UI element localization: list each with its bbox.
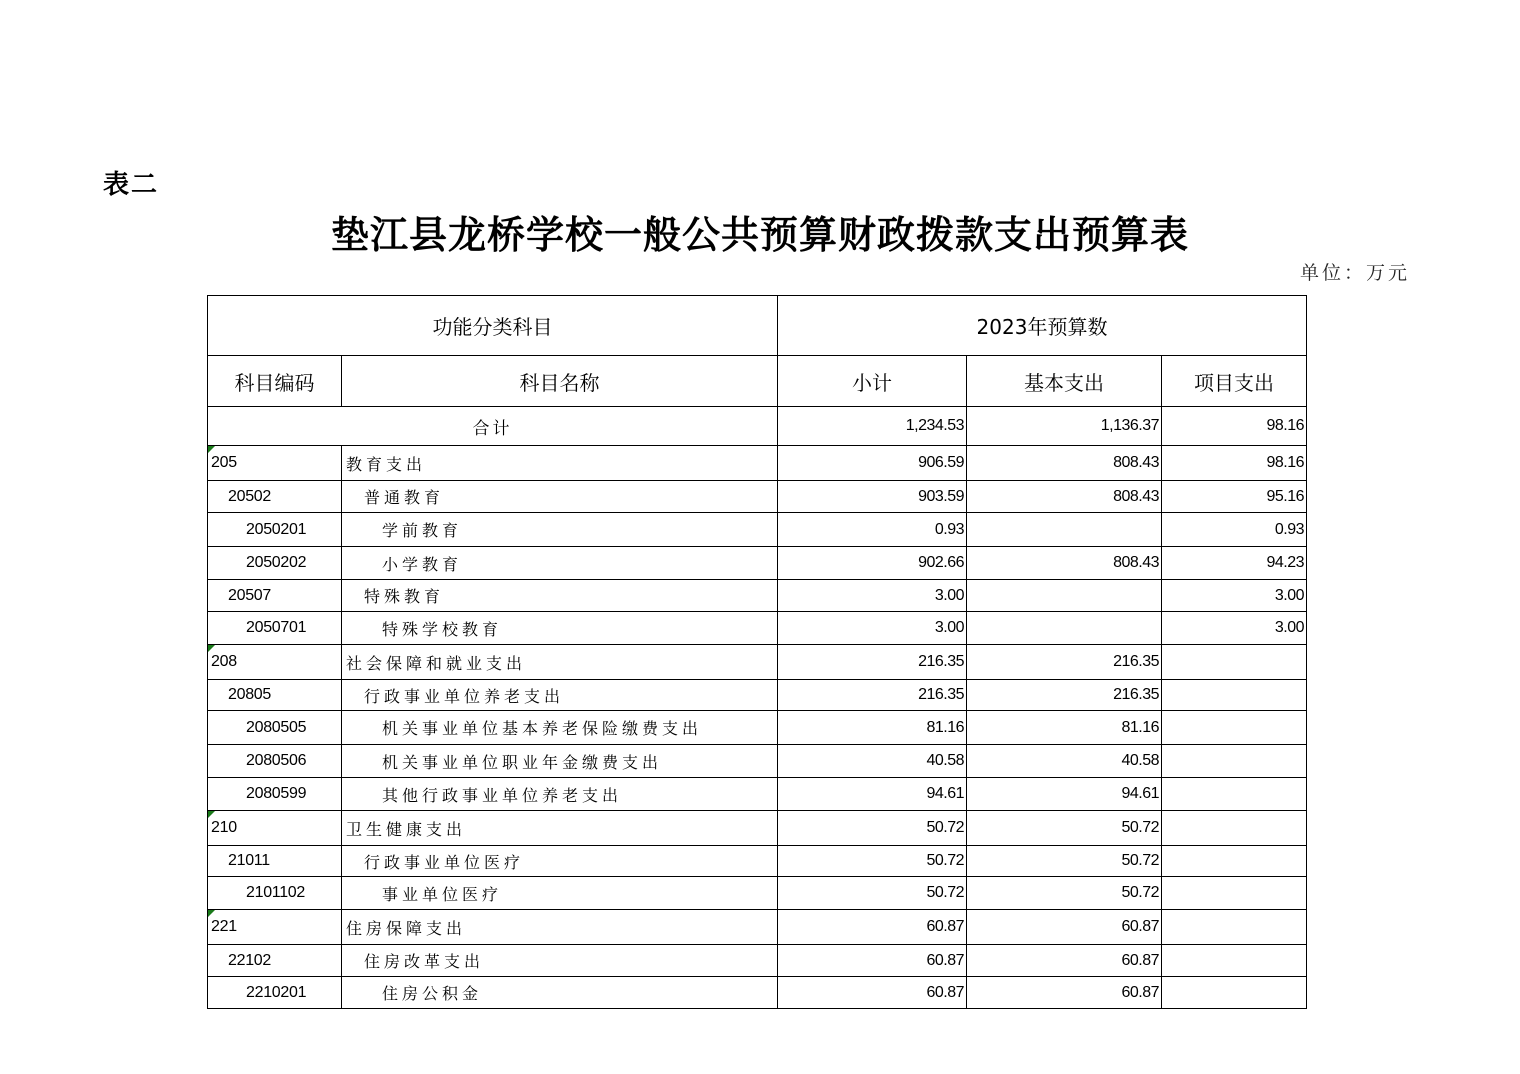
row-basic-text: 50.72 xyxy=(1121,852,1159,869)
row-project xyxy=(1162,446,1307,481)
row-code xyxy=(208,446,342,481)
table-row xyxy=(208,811,1307,846)
table-row xyxy=(208,745,1307,778)
row-name-text: 事业单位医疗 xyxy=(382,884,503,904)
cell-marker-icon xyxy=(208,811,215,818)
cell-marker-icon xyxy=(208,910,215,917)
cell-marker-icon xyxy=(208,645,215,652)
row-basic xyxy=(967,580,1162,612)
row-subtotal xyxy=(778,711,967,745)
row-code xyxy=(208,846,342,877)
table-row xyxy=(208,547,1307,580)
row-code-text: 2080599 xyxy=(246,785,307,802)
header-functional-category: 功能分类科目 xyxy=(208,296,778,356)
row-project xyxy=(1162,877,1307,910)
row-subtotal-text: 50.72 xyxy=(926,819,964,836)
row-subtotal xyxy=(778,513,967,547)
row-subtotal-text: 902.66 xyxy=(918,554,964,571)
row-basic xyxy=(967,446,1162,481)
row-project xyxy=(1162,547,1307,580)
row-basic-text: 60.87 xyxy=(1121,983,1159,1001)
row-name xyxy=(342,977,778,1009)
row-basic xyxy=(967,612,1162,645)
row-subtotal-text: 903.59 xyxy=(918,487,964,505)
row-subtotal-text: 60.87 xyxy=(926,983,964,1001)
row-name xyxy=(342,680,778,711)
row-basic-text: 808.43 xyxy=(1113,554,1159,571)
table-row xyxy=(208,977,1307,1009)
row-code-text: 221 xyxy=(211,918,237,935)
row-subtotal xyxy=(778,580,967,612)
table-label: 表二 xyxy=(103,170,160,200)
row-basic-text: 216.35 xyxy=(1113,653,1159,670)
row-basic-text: 808.43 xyxy=(1113,454,1159,471)
row-code-text: 205 xyxy=(211,454,237,471)
row-name xyxy=(342,645,778,680)
header-name: 科目名称 xyxy=(342,356,778,407)
row-basic xyxy=(967,910,1162,945)
header-project: 项目支出 xyxy=(1162,356,1307,407)
row-code xyxy=(208,680,342,711)
row-basic xyxy=(967,977,1162,1009)
row-basic xyxy=(967,846,1162,877)
row-name xyxy=(342,580,778,612)
row-basic-text: 808.43 xyxy=(1113,487,1159,505)
row-name xyxy=(342,745,778,778)
row-subtotal-text: 0.93 xyxy=(934,520,964,538)
row-basic-text: 40.58 xyxy=(1121,752,1159,769)
row-name-text: 机关事业单位基本养老保险缴费支出 xyxy=(382,719,703,738)
row-basic xyxy=(967,547,1162,580)
total-subtotal: 1,234.53 xyxy=(778,407,967,446)
row-subtotal-text: 50.72 xyxy=(926,852,964,869)
table-row xyxy=(208,513,1307,547)
row-code xyxy=(208,745,342,778)
row-name xyxy=(342,612,778,645)
row-code xyxy=(208,513,342,547)
row-code-text: 2210201 xyxy=(246,983,307,1001)
row-name-text: 特殊学校教育 xyxy=(382,619,503,639)
row-name-text: 其他行政事业单位养老支出 xyxy=(382,785,623,805)
row-code xyxy=(208,910,342,945)
row-project xyxy=(1162,778,1307,811)
row-basic xyxy=(967,745,1162,778)
row-name xyxy=(342,877,778,910)
row-subtotal-text: 94.61 xyxy=(926,785,964,802)
row-code xyxy=(208,481,342,513)
row-name-text: 行政事业单位医疗 xyxy=(364,852,525,872)
table-row xyxy=(208,711,1307,745)
unit-label: 单位：万元 xyxy=(1299,262,1410,284)
header-budget-year: 2023年预算数 xyxy=(778,296,1307,356)
row-name xyxy=(342,711,778,745)
table-row xyxy=(208,680,1307,711)
row-code xyxy=(208,645,342,680)
row-subtotal xyxy=(778,945,967,977)
row-subtotal-text: 50.72 xyxy=(926,884,964,901)
row-subtotal xyxy=(778,612,967,645)
row-basic xyxy=(967,680,1162,711)
row-subtotal-text: 60.87 xyxy=(926,951,964,969)
row-name-text: 机关事业单位职业年金缴费支出 xyxy=(382,752,663,772)
row-name-text: 行政事业单位养老支出 xyxy=(364,686,565,706)
row-name xyxy=(342,513,778,547)
row-subtotal-text: 906.59 xyxy=(918,454,964,471)
row-name-text: 小学教育 xyxy=(382,554,463,574)
row-subtotal xyxy=(778,910,967,945)
row-subtotal-text: 3.00 xyxy=(934,619,964,636)
row-name xyxy=(342,778,778,811)
row-subtotal xyxy=(778,481,967,513)
row-subtotal xyxy=(778,877,967,910)
row-code xyxy=(208,877,342,910)
row-name-text: 住房改革支出 xyxy=(364,952,485,971)
row-subtotal xyxy=(778,547,967,580)
row-basic xyxy=(967,945,1162,977)
row-code xyxy=(208,580,342,612)
table-row xyxy=(208,645,1307,680)
row-subtotal xyxy=(778,977,967,1009)
row-code-text: 20502 xyxy=(228,487,271,505)
row-subtotal xyxy=(778,680,967,711)
row-name-text: 社会保障和就业支出 xyxy=(346,653,527,673)
row-basic-text: 60.87 xyxy=(1121,951,1159,969)
row-code-text: 2050201 xyxy=(246,520,307,538)
row-project xyxy=(1162,711,1307,745)
row-project-text: 95.16 xyxy=(1266,487,1304,505)
header-code: 科目编码 xyxy=(208,356,342,407)
row-basic-text: 50.72 xyxy=(1121,884,1159,901)
table-row xyxy=(208,446,1307,481)
row-name xyxy=(342,446,778,481)
cell-marker-icon xyxy=(208,446,215,453)
row-code-text: 2101102 xyxy=(246,884,306,901)
row-code-text: 20507 xyxy=(228,586,271,604)
row-name xyxy=(342,846,778,877)
row-project xyxy=(1162,481,1307,513)
row-code-text: 210 xyxy=(211,819,237,836)
table-row xyxy=(208,778,1307,811)
row-subtotal xyxy=(778,645,967,680)
table-row xyxy=(208,580,1307,612)
row-basic xyxy=(967,481,1162,513)
table-row xyxy=(208,945,1307,977)
row-name-text: 卫生健康支出 xyxy=(346,819,467,839)
row-code xyxy=(208,945,342,977)
row-subtotal xyxy=(778,778,967,811)
row-name xyxy=(342,945,778,977)
row-project xyxy=(1162,745,1307,778)
row-name-text: 住房公积金 xyxy=(382,984,483,1003)
table-row xyxy=(208,612,1307,645)
row-code-text: 2080505 xyxy=(246,718,307,736)
row-code xyxy=(208,778,342,811)
row-code xyxy=(208,711,342,745)
row-code-text: 22102 xyxy=(228,951,271,969)
row-basic-text: 60.87 xyxy=(1121,918,1159,935)
table-row xyxy=(208,846,1307,877)
row-name-text: 学前教育 xyxy=(382,521,463,540)
row-project-text: 94.23 xyxy=(1266,554,1304,571)
row-basic xyxy=(967,645,1162,680)
row-subtotal xyxy=(778,811,967,846)
row-project xyxy=(1162,645,1307,680)
row-project xyxy=(1162,846,1307,877)
row-code xyxy=(208,811,342,846)
table-row xyxy=(208,481,1307,513)
row-subtotal-text: 3.00 xyxy=(934,586,964,604)
row-project-text: 98.16 xyxy=(1266,454,1304,471)
row-project xyxy=(1162,680,1307,711)
row-name xyxy=(342,547,778,580)
row-project-text: 3.00 xyxy=(1274,619,1304,636)
row-name xyxy=(342,481,778,513)
table-row xyxy=(208,877,1307,910)
row-code-text: 208 xyxy=(211,653,237,670)
budget-table xyxy=(207,295,1307,1009)
table-row xyxy=(208,910,1307,945)
row-subtotal xyxy=(778,846,967,877)
row-name-text: 普通教育 xyxy=(364,488,445,507)
row-project xyxy=(1162,612,1307,645)
header-basic: 基本支出 xyxy=(967,356,1162,407)
row-name-text: 教育支出 xyxy=(346,454,427,474)
row-project-text: 0.93 xyxy=(1274,520,1304,538)
row-subtotal-text: 81.16 xyxy=(926,718,964,736)
row-code-text: 21011 xyxy=(228,852,270,869)
row-basic xyxy=(967,513,1162,547)
header-subtotal: 小计 xyxy=(778,356,967,407)
row-basic-text: 50.72 xyxy=(1121,819,1159,836)
row-basic xyxy=(967,811,1162,846)
row-code xyxy=(208,612,342,645)
row-basic xyxy=(967,877,1162,910)
row-project xyxy=(1162,580,1307,612)
row-project xyxy=(1162,513,1307,547)
row-subtotal xyxy=(778,446,967,481)
row-subtotal-text: 216.35 xyxy=(918,653,964,670)
total-basic: 1,136.37 xyxy=(967,407,1162,446)
row-name xyxy=(342,811,778,846)
row-basic xyxy=(967,711,1162,745)
row-code xyxy=(208,977,342,1009)
row-project xyxy=(1162,910,1307,945)
row-project xyxy=(1162,977,1307,1009)
total-row xyxy=(208,407,1307,446)
row-code-text: 2050202 xyxy=(246,554,307,571)
row-basic-text: 216.35 xyxy=(1113,686,1159,703)
row-basic-text: 94.61 xyxy=(1121,785,1159,802)
row-name-text: 住房保障支出 xyxy=(346,918,467,938)
row-subtotal-text: 216.35 xyxy=(918,686,964,703)
total-label: 合计 xyxy=(208,407,778,446)
row-project xyxy=(1162,945,1307,977)
row-name-text: 特殊教育 xyxy=(364,587,445,606)
row-subtotal xyxy=(778,745,967,778)
row-code-text: 2050701 xyxy=(246,619,307,636)
row-subtotal-text: 40.58 xyxy=(926,752,964,769)
row-code-text: 20805 xyxy=(228,686,271,703)
row-code-text: 2080506 xyxy=(246,752,307,769)
total-project: 98.16 xyxy=(1162,407,1307,446)
page-title: 垫江县龙桥学校一般公共预算财政拨款支出预算表 xyxy=(330,212,1189,257)
row-name xyxy=(342,910,778,945)
row-project-text: 3.00 xyxy=(1274,586,1304,604)
row-basic xyxy=(967,778,1162,811)
row-code xyxy=(208,547,342,580)
row-basic-text: 81.16 xyxy=(1121,718,1159,736)
row-subtotal-text: 60.87 xyxy=(926,918,964,935)
row-project xyxy=(1162,811,1307,846)
